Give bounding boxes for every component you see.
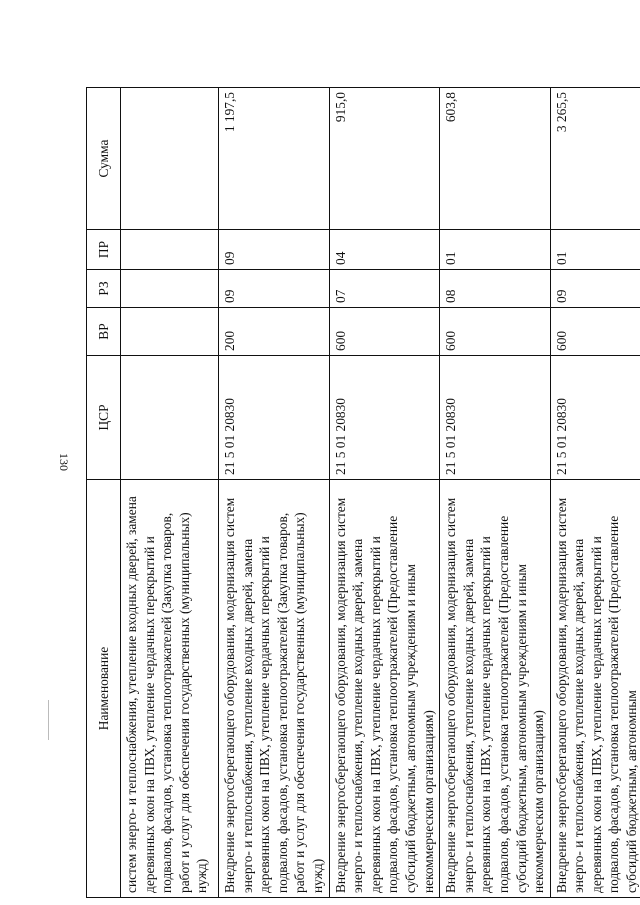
cell-name: Внедрение энергосберегающего оборудования, модернизация систем энерго- и теплоснабжения, утепление входных дверей, замена деревянных окон на ПВХ, утепление чердачных перекрытий и подвалов, фасадов, установка теплоотражателей (Предоставление субсидий бюджетным, автономным	[550, 480, 640, 898]
table-row	[121, 88, 219, 898]
header-rz: РЗ	[87, 270, 121, 308]
cell-sum: 915,0	[329, 88, 440, 230]
table-row	[329, 88, 440, 898]
header-vr: ВР	[87, 308, 121, 356]
cell-vr: 600	[550, 308, 640, 356]
cell-rz: 08	[440, 270, 551, 308]
cell-csr: 21 5 01 20830	[329, 356, 440, 480]
cell-rz: 09	[219, 270, 330, 308]
cell-sum: 1 197,5	[219, 88, 330, 230]
table-row	[219, 88, 330, 898]
table-row	[440, 88, 551, 898]
header-pr: ПР	[87, 230, 121, 270]
header-csr: ЦСР	[87, 356, 121, 480]
header-sum: Сумма	[87, 88, 121, 230]
cell-name: систем энерго- и теплоснабжения, утепление входных дверей, замена деревянных окон на ПВХ, утепление чердачных перекрытий и подвалов, фасадов, установка теплоотражателей (Закупка товаров, работ и услуг для обеспечения государственных (муниципальных) нужд)	[121, 480, 219, 898]
cell-vr: 200	[219, 308, 330, 356]
cell-vr: 600	[440, 308, 551, 356]
cell-rz	[121, 270, 219, 308]
cell-vr: 600	[329, 308, 440, 356]
cell-pr: 01	[550, 230, 640, 270]
rotated-page-content	[86, 88, 640, 898]
cell-pr: 09	[219, 230, 330, 270]
cell-vr	[121, 308, 219, 356]
cell-sum: 3 265,5	[550, 88, 640, 230]
cell-sum: 603,8	[440, 88, 551, 230]
cell-rz: 09	[550, 270, 640, 308]
cell-csr	[121, 356, 219, 480]
cell-rz: 07	[329, 270, 440, 308]
scan-margin-mark	[48, 700, 49, 740]
cell-pr: 04	[329, 230, 440, 270]
header-name: Наименование	[87, 480, 121, 898]
cell-pr: 01	[440, 230, 551, 270]
cell-csr: 21 5 01 20830	[550, 356, 640, 480]
cell-name: Внедрение энергосберегающего оборудования, модернизация систем энерго- и теплоснабжения, утепление входных дверей, замена деревянных окон на ПВХ, утепление чердачных перекрытий и подвалов, фасадов, установка теплоотражателей (Предоставление субсидий бюджетным, автономным учреждениям и иным некоммерческим организациям)	[440, 480, 551, 898]
cell-sum	[121, 88, 219, 230]
cell-name: Внедрение энергосберегающего оборудования, модернизация систем энерго- и теплоснабжения, утепление входных дверей, замена деревянных окон на ПВХ, утепление чердачных перекрытий и подвалов, фасадов, установка теплоотражателей (Закупка товаров, работ и услуг для обеспечения государственных (муниципальных) нужд)	[219, 480, 330, 898]
cell-csr: 21 5 01 20830	[219, 356, 330, 480]
cell-pr	[121, 230, 219, 270]
table-header-row	[87, 88, 121, 898]
table-row	[550, 88, 640, 898]
cell-csr: 21 5 01 20830	[440, 356, 551, 480]
cell-name: Внедрение энергосберегающего оборудования, модернизация систем энерго- и теплоснабжения, утепление входных дверей, замена деревянных окон на ПВХ, утепление чердачных перекрытий и подвалов, фасадов, установка теплоотражателей (Предоставление субсидий бюджетным, автономным учреждениям и иным некоммерческим организациям)	[329, 480, 440, 898]
budget-table	[86, 87, 640, 898]
page-number: 130	[57, 453, 71, 471]
